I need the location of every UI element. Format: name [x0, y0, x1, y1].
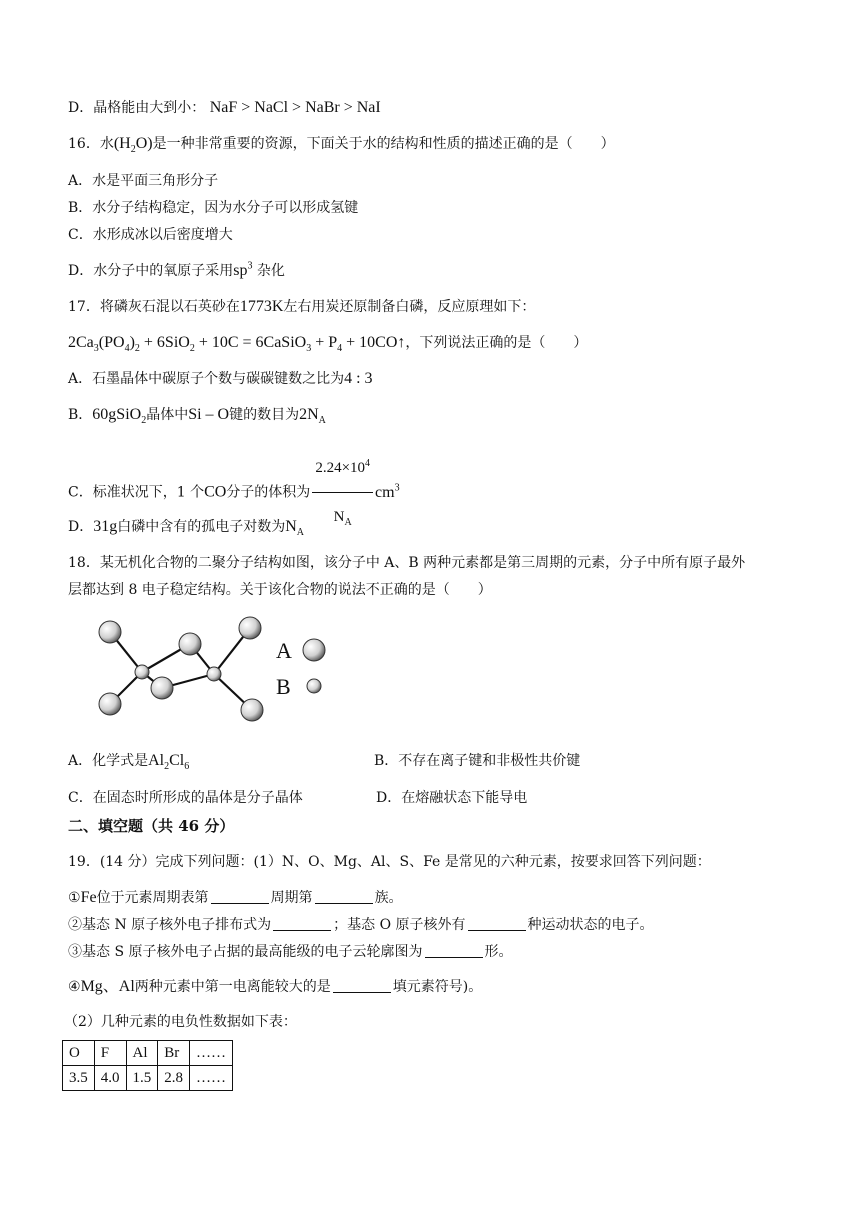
q16-option-d-post: 杂化 — [256, 263, 285, 279]
atom-a — [239, 617, 261, 639]
q17-option-b — [68, 405, 326, 425]
atom-b — [207, 667, 221, 681]
q16-option-d-pre: D．水分子中的氧原子采用 — [68, 263, 234, 279]
q16-formula: $(H_2O)$ — [113, 135, 153, 156]
q17-stem — [68, 297, 535, 317]
q17-option-c-fraction: $\frac{2.24\times 10^4}{N_A}$ — [312, 446, 373, 539]
atom-a — [99, 621, 121, 643]
answer-blank[interactable] — [315, 889, 373, 904]
q17-option-c-mid: 分子的体积为 — [226, 484, 311, 501]
q17-reaction: $2Ca_3(PO_4)_2 + 6SiO_2 + 10C$ = 6CaSiO$_3$ + $P_4$ + 10CO↑ — [68, 334, 406, 355]
table-row — [63, 1041, 233, 1066]
q17-option-b-mass: 60gSiO$_2$ — [92, 406, 147, 427]
q17-option-a-text: A．石墨晶体中碳原子个数与碳碳键数之比为 — [68, 371, 345, 387]
q19-stem: 19．(14 分）完成下列问题：(1）N、O、Mg、Al、S、Fe 是常见的六种元素，按要求回答下列问题： — [68, 854, 711, 870]
q17-option-c-unit: $cm^3$ — [375, 482, 400, 501]
legend-a-label: A — [276, 638, 292, 663]
q15-option-d-label: D．晶格能由大到小： — [68, 100, 206, 116]
q19-part2 — [68, 915, 654, 935]
q18-option-a — [68, 751, 189, 771]
q16-option-d — [68, 261, 285, 281]
q17-option-d-mass: 31g — [93, 518, 118, 535]
legend-a-ball — [303, 639, 325, 661]
table-cell: 1.5 — [126, 1066, 158, 1091]
q18-option-c: C．在固态时所形成的晶体是分子晶体 — [68, 790, 303, 806]
q19-part3 — [68, 942, 513, 962]
q17-option-c-label: C．标准状况下，1 个 — [68, 484, 205, 501]
q17-option-b-value: $2N_A$ — [299, 406, 326, 427]
q18-option-d: D．在熔融状态下能导电 — [376, 790, 528, 806]
atom-a — [179, 633, 201, 655]
q17-option-d-mid: 白磷中含有的孤电子对数为 — [117, 519, 286, 535]
q19-p4-text1: 两种元素中第一电离能较大的是 — [134, 979, 331, 995]
q16-stem-start: 16．水 — [68, 136, 114, 152]
table-cell: 3.5 — [63, 1066, 95, 1091]
q16-option-b: B．水分子结构稳定，因为水分子可以形成氢键 — [68, 200, 359, 216]
q18-option-a-formula: $Al_2Cl_6$ — [148, 752, 190, 773]
q18-stem-line1: 18．某无机化合物的二聚分子结构如图，该分子中 A、B 两种元素都是第三周期的元素，分子中所有原子最外 — [68, 555, 746, 571]
legend-b-label: B — [276, 674, 291, 699]
q16-stem — [68, 134, 615, 154]
q17-unit-text: cm — [375, 483, 395, 501]
q17-equation-tail: ，下列说法正确的是（ ） — [405, 335, 588, 351]
q16-stem-end: 是一种非常重要的资源，下面关于水的结构和性质的描述正确的是（ ） — [152, 136, 615, 152]
q17-option-d — [68, 517, 304, 537]
q15-option-d — [68, 98, 381, 118]
q19-p3-text1: ③基态 S 原子核外电子占据的最高能级的电子云轮廓图为 — [68, 944, 423, 960]
q17-option-a — [68, 369, 373, 389]
q18-option-b: B．不存在离子键和非极性共价键 — [374, 753, 581, 769]
q19-p4-elements: Mg、Al — [80, 978, 135, 995]
table-cell: 2.8 — [158, 1066, 190, 1091]
table-cell: Br — [158, 1041, 190, 1066]
table-cell: …… — [190, 1041, 233, 1066]
atom-a — [99, 693, 121, 715]
section-title: 二、填空题（共 46 分） — [68, 817, 235, 835]
q19-p1-text2: 周期第 — [270, 890, 313, 906]
q19-part4 — [68, 977, 482, 997]
electronegativity-table — [62, 1040, 233, 1091]
q17-stem-start: 17．将磷灰石混以石英砂在 — [68, 299, 240, 315]
table-cell: 4.0 — [94, 1066, 126, 1091]
q16-sp3: $sp^3$ — [233, 260, 253, 279]
q19-p3-text2: 形。 — [484, 944, 513, 960]
q18-molecule-figure — [92, 610, 342, 730]
table-cell: F — [94, 1041, 126, 1066]
q19-p1-text3: 族。 — [374, 890, 403, 906]
q17-option-c-co: CO — [204, 483, 227, 501]
q16-option-a: A．水是平面三角形分子 — [68, 173, 219, 189]
q19-p1-text1: 位于元素周期表第 — [96, 890, 209, 906]
atom-a — [151, 677, 173, 699]
q17-option-b-post: 键的数目为 — [229, 407, 300, 423]
q19-p2-text2: ；基态 O 原子核外有 — [333, 917, 466, 933]
answer-blank[interactable] — [273, 916, 331, 931]
answer-blank[interactable] — [425, 943, 483, 958]
atom-b — [135, 665, 149, 679]
q17-fraction-num: 2.24×10 — [315, 460, 366, 476]
atom-a — [241, 699, 263, 721]
q17-equation — [68, 333, 587, 353]
q17-option-d-value: $N_A$ — [285, 518, 305, 539]
q16-option-c: C．水形成冰以后密度增大 — [68, 227, 233, 243]
q17-stem-end: 左右用炭还原制备白磷，反应原理如下： — [283, 299, 536, 315]
answer-blank[interactable] — [211, 889, 269, 904]
legend-b-ball — [307, 679, 321, 693]
q19-part5: （2）几种元素的电负性数据如下表： — [64, 1014, 297, 1030]
q19-p1-num: ① — [68, 890, 81, 906]
q19-p2-text3: 种运动状态的电子。 — [527, 917, 654, 933]
table-row — [63, 1066, 233, 1091]
table-cell: …… — [190, 1066, 233, 1091]
q19-p4-num: ④ — [68, 979, 81, 995]
q17-fraction-exp: 4 — [365, 458, 371, 469]
q19-part1 — [68, 888, 403, 908]
table-cell: O — [63, 1041, 95, 1066]
q18-stem-line2: 层都达到 8 电子稳定结构。关于该化合物的说法不正确的是（ ） — [68, 582, 492, 598]
q19-p2-text1: ②基态 N 原子核外电子排布式为 — [68, 917, 272, 933]
table-cell: Al — [126, 1041, 158, 1066]
q19-p1-fe: Fe — [80, 889, 97, 906]
q15-option-d-math: NaF > NaCl > NaBr > NaI — [209, 99, 381, 116]
q18-option-a-text: A．化学式是 — [68, 753, 149, 769]
q17-option-a-ratio: 4 : 3 — [344, 370, 373, 387]
q17-option-b-label: B． — [68, 407, 93, 423]
answer-blank[interactable] — [333, 978, 391, 993]
q17-option-b-mid: 晶体中 — [146, 407, 189, 423]
q17-option-d-label: D． — [68, 519, 94, 535]
q17-option-b-bond: Si – O — [188, 406, 230, 423]
answer-blank[interactable] — [468, 916, 526, 931]
q19-p4-text2: 填元素符号)。 — [392, 979, 483, 995]
q17-temp: 1773K — [239, 298, 284, 315]
